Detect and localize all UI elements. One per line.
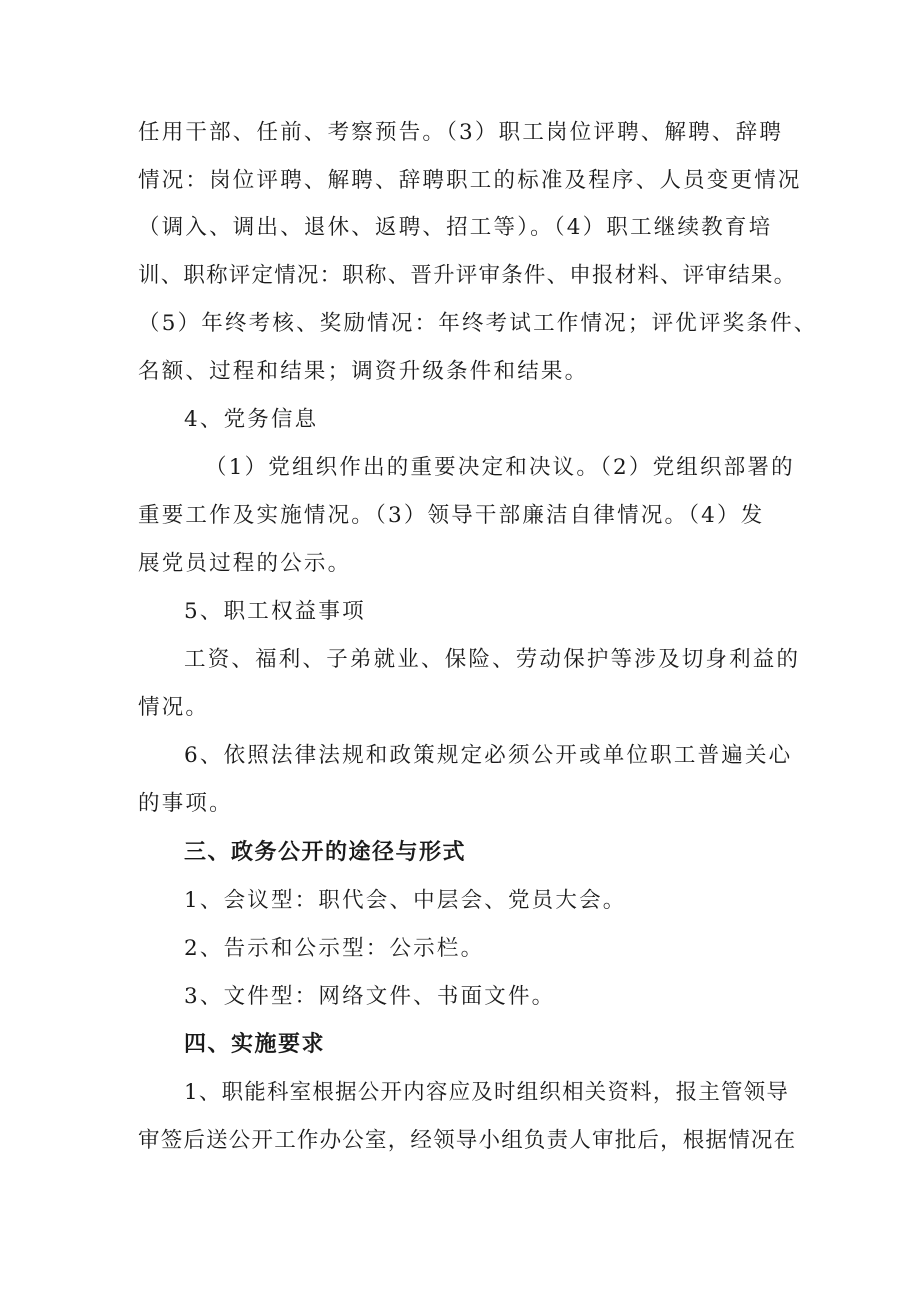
list-item: 3、文件型：网络文件、书面文件。 (184, 984, 556, 1009)
paragraph-line: 展党员过程的公示。 (138, 551, 352, 576)
item-title-employee-rights: 5、职工权益事项 (184, 599, 366, 624)
paragraph-line: 审签后送公开工作办公室，经领导小组负责人审批后，根据情况在 (138, 1128, 797, 1153)
list-item: 1、会议型：职代会、中层会、党员大会。 (184, 888, 627, 913)
paragraph-line: 的事项。 (138, 791, 233, 816)
paragraph-line: 情况：岗位评聘、解聘、辞聘职工的标准及程序、人员变更情况 (138, 168, 802, 193)
paragraph-line: 6、依照法律法规和政策规定必须公开或单位职工普遍关心 (184, 743, 793, 768)
paragraph-line: 重要工作及实施情况。（3）领导干部廉洁自律情况。（4）发 (138, 503, 765, 528)
paragraph-line: 工资、福利、子弟就业、保险、劳动保护等涉及切身利益的 (184, 647, 801, 672)
paragraph-line: （5）年终考核、奖励情况：年终考试工作情况；评优评奖条件、 (138, 311, 818, 336)
section-heading-4: 四、实施要求 (184, 1032, 326, 1057)
paragraph-line: 训、职称评定情况：职称、晋升评审条件、申报材料、评审结果。 (138, 263, 797, 288)
paragraph-line: 任用干部、任前、考察预告。（3）职工岗位评聘、解聘、辞聘 (138, 120, 784, 145)
paragraph-line: （调入、调出、退休、返聘、招工等）。（4）职工继续教育培 (138, 215, 773, 240)
paragraph-line: 名额、过程和结果；调资升级条件和结果。 (138, 359, 589, 384)
list-item: 2、告示和公示型：公示栏。 (184, 936, 485, 961)
paragraph-line: 情况。 (138, 695, 210, 720)
item-title-party-affairs: 4、党务信息 (184, 407, 319, 432)
section-heading-3: 三、政务公开的途径与形式 (184, 840, 467, 865)
paragraph-line: 1、职能科室根据公开内容应及时组织相关资料，报主管领导 (184, 1080, 790, 1105)
paragraph-line: （1）党组织作出的重要决定和决议。（2）党组织部署的 (205, 455, 795, 480)
